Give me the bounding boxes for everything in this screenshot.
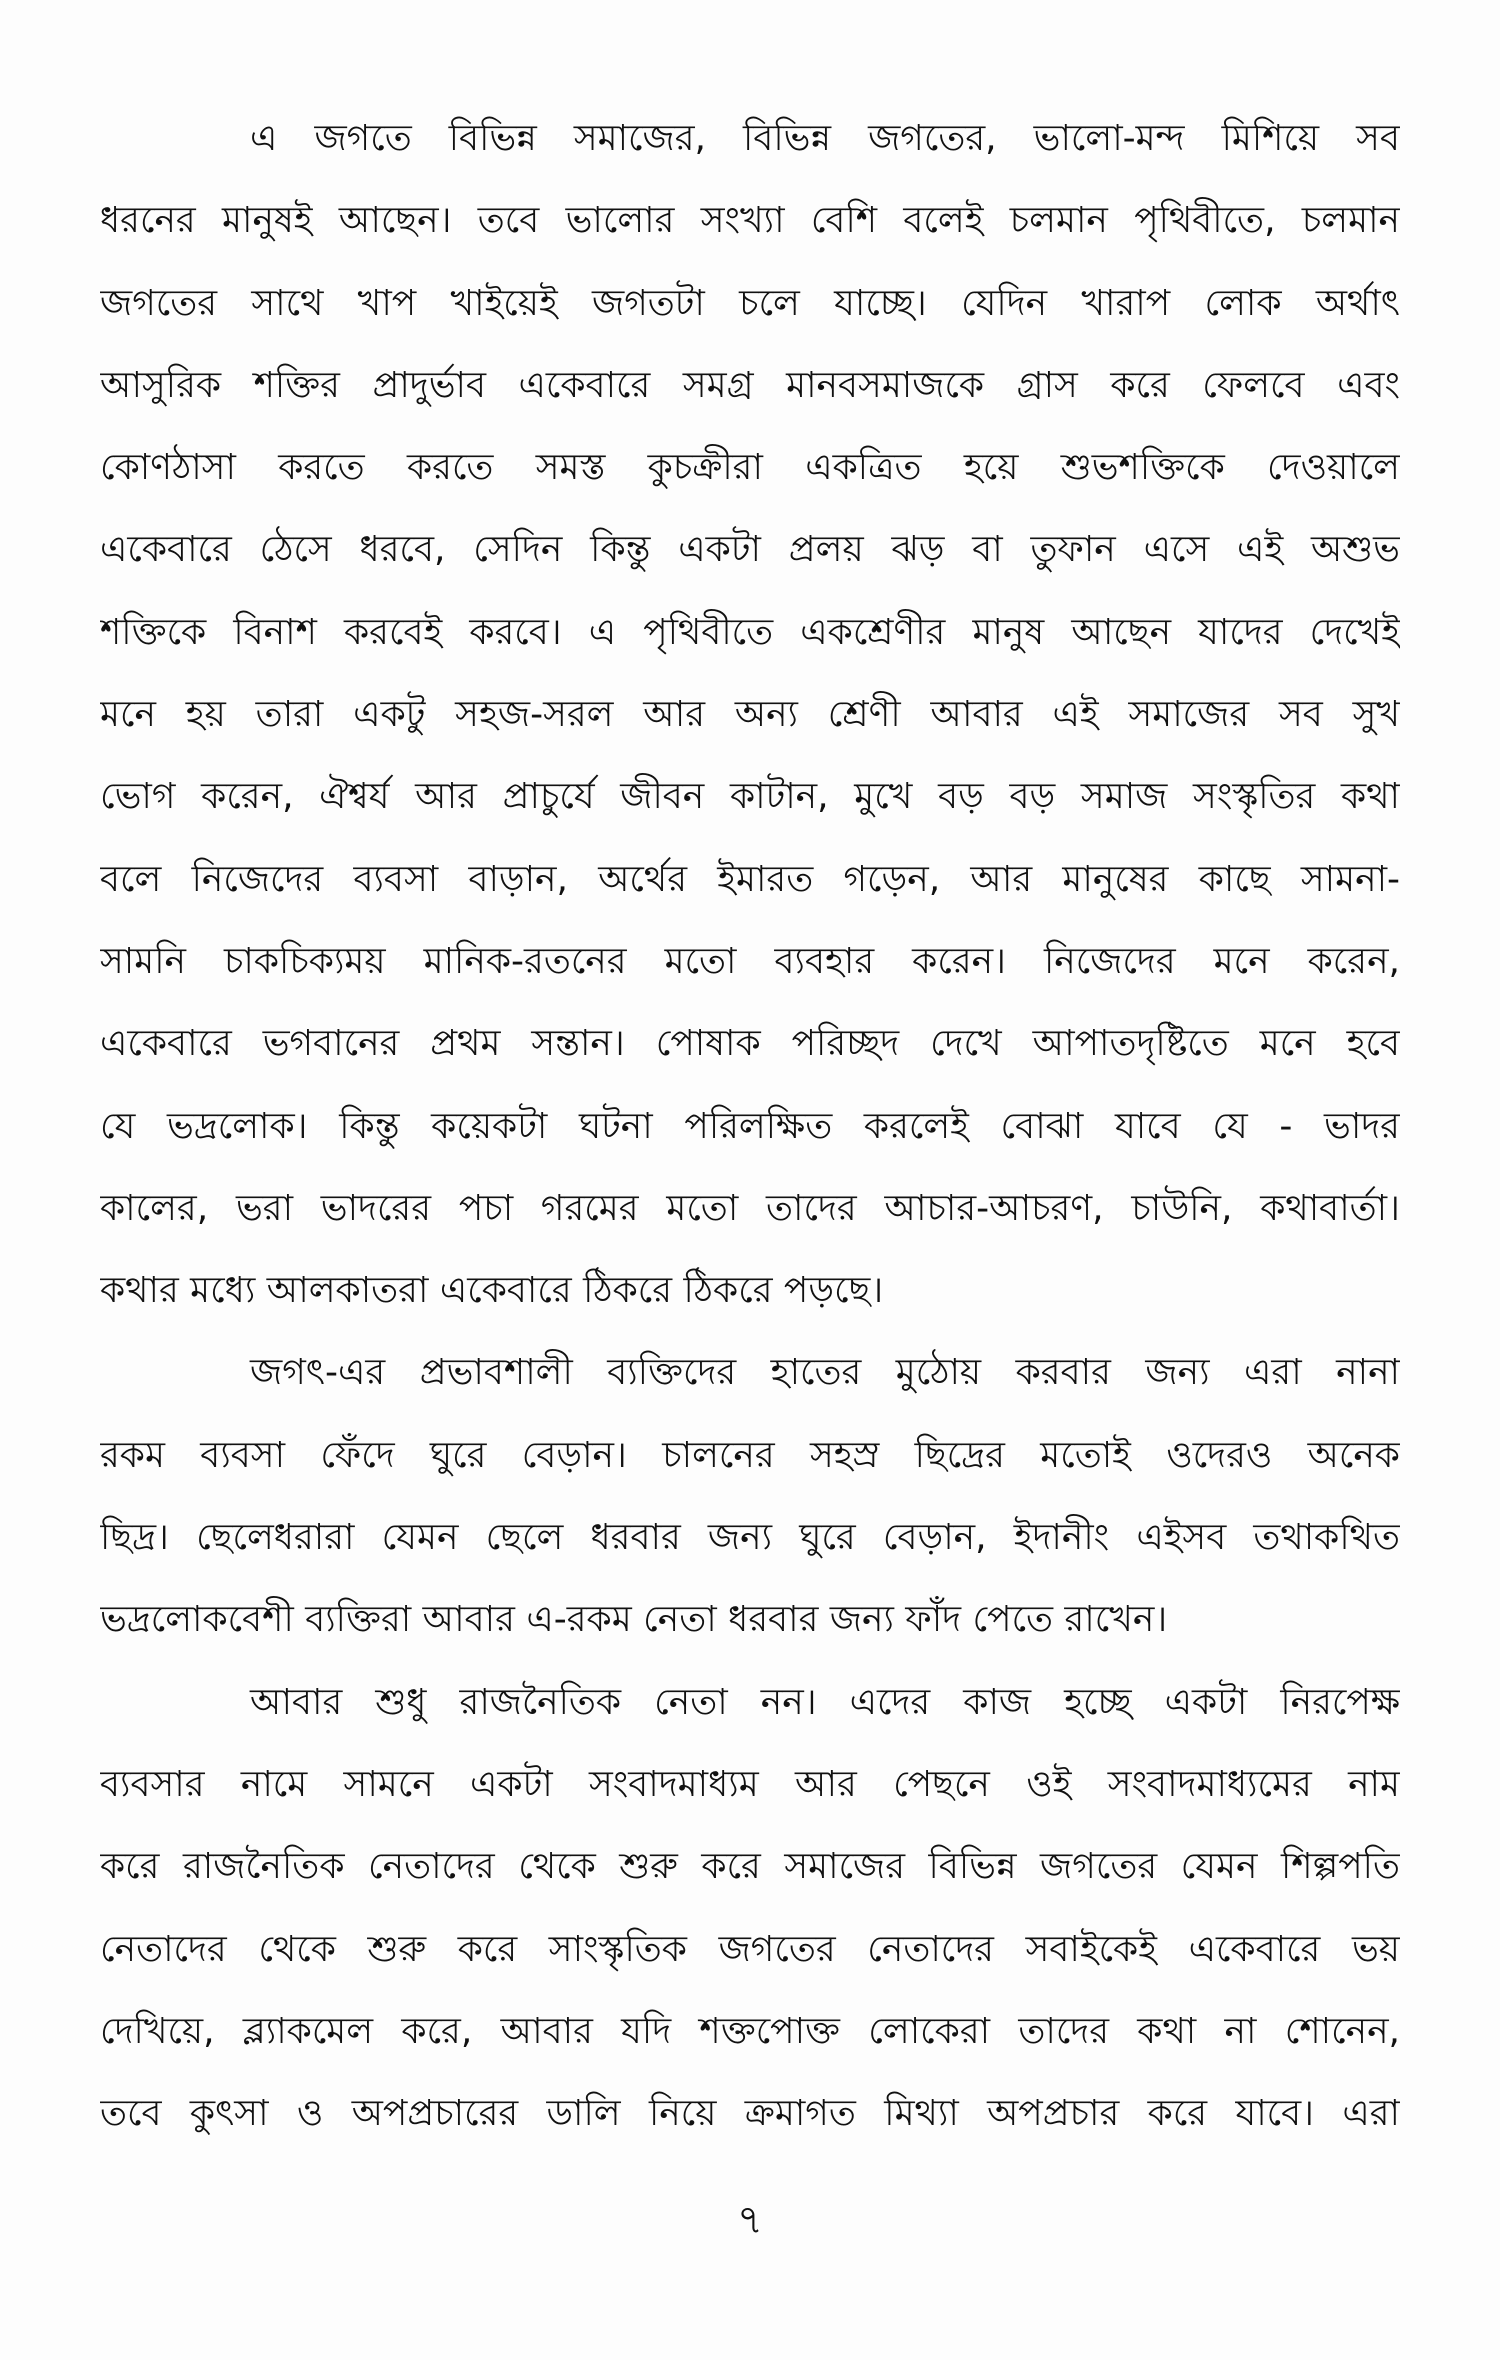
paragraph-1: [100, 98, 1400, 1332]
paragraph-2: [100, 1332, 1400, 1661]
text-line: ধরনের মানুষই আছেন। তবে ভালোর সংখ্যা বেশি বলেই চলমান পৃথিবীতে, চলমান: [100, 200, 1400, 242]
text-line: ভদ্রলোকবেশী ব্যক্তিরা আবার এ-রকম নেতা ধরবার জন্য ফাঁদ পেতে রাখেন।: [100, 1599, 1168, 1641]
text-line: জগৎ-এর প্রভাবশালী ব্যক্তিদের হাতের মুঠোয় করবার জন্য এরা নানা: [250, 1352, 1400, 1394]
text-line: কোণঠাসা করতে করতে সমস্ত কুচক্রীরা একত্রিত হয়ে শুভশক্তিকে দেওয়ালে: [100, 447, 1400, 489]
text-line: রকম ব্যবসা ফেঁদে ঘুরে বেড়ান। চালনের সহস্র ছিদ্রের মতোই ওদেরও অনেক: [100, 1434, 1400, 1476]
text-line: ব্যবসার নামে সামনে একটা সংবাদমাধ্যম আর পেছনে ওই সংবাদমাধ্যমের নাম: [100, 1763, 1400, 1805]
body-text: [100, 98, 1400, 2155]
text-line: আসুরিক শক্তির প্রাদুর্ভাব একেবারে সমগ্র মানবসমাজকে গ্রাস করে ফেলবে এবং: [100, 364, 1400, 406]
text-line: সামনি চাকচিক্যময় মানিক-রতনের মতো ব্যবহার করেন। নিজেদের মনে করেন,: [100, 940, 1400, 982]
text-line: একেবারে ঠেসে ধরবে, সেদিন কিন্তু একটা প্রলয় ঝড় বা তুফান এসে এই অশুভ: [100, 529, 1400, 571]
text-line: এ জগতে বিভিন্ন সমাজের, বিভিন্ন জগতের, ভালো-মন্দ মিশিয়ে সব: [250, 118, 1400, 159]
text-line: ছিদ্র। ছেলেধরারা যেমন ছেলে ধরবার জন্য ঘুরে বেড়ান, ইদানীং এইসব তথাকথিত: [100, 1517, 1400, 1559]
text-line: দেখিয়ে, ব্ল্যাকমেল করে, আবার যদি শক্তপোক্ত লোকেরা তাদের কথা না শোনেন,: [100, 2010, 1400, 2052]
text-line: ভোগ করেন, ঐশ্বর্য আর প্রাচুর্যে জীবন কাটান, মুখে বড় বড় সমাজ সংস্কৃতির কথা: [100, 776, 1400, 818]
text-line: নেতাদের থেকে শুরু করে সাংস্কৃতিক জগতের নেতাদের সবাইকেই একেবারে ভয়: [100, 1928, 1400, 1970]
text-line: আবার শুধু রাজনৈতিক নেতা নন। এদের কাজ হচ্ছে একটা নিরপেক্ষ: [250, 1681, 1400, 1723]
page-number: ৭: [736, 2197, 763, 2243]
text-line: কথার মধ্যে আলকাতরা একেবারে ঠিকরে ঠিকরে পড়ছে।: [100, 1270, 884, 1312]
text-line: তবে কুৎসা ও অপপ্রচারের ডালি নিয়ে ক্রমাগত মিথ্যা অপপ্রচার করে যাবে। এরা: [100, 2093, 1400, 2135]
text-line: জগতের সাথে খাপ খাইয়েই জগতটা চলে যাচ্ছে। যেদিন খারাপ লোক অর্থাৎ: [100, 282, 1400, 324]
text-line: বলে নিজেদের ব্যবসা বাড়ান, অর্থের ইমারত গড়েন, আর মানুষের কাছে সামনা-: [100, 858, 1400, 900]
paragraph-3: [100, 1662, 1400, 2156]
text-line: মনে হয় তারা একটু সহজ-সরল আর অন্য শ্রেণী আবার এই সমাজের সব সুখ: [100, 694, 1400, 736]
text-line: শক্তিকে বিনাশ করবেই করবে। এ পৃথিবীতে একশ্রেণীর মানুষ আছেন যাদের দেখেই: [100, 611, 1400, 653]
text-line: কালের, ভরা ভাদরের পচা গরমের মতো তাদের আচার-আচরণ, চাউনি, কথাবার্তা।: [100, 1187, 1400, 1229]
text-line: যে ভদ্রলোক। কিন্তু কয়েকটা ঘটনা পরিলক্ষিত করলেই বোঝা যাবে যে - ভাদর: [100, 1105, 1400, 1147]
text-line: একেবারে ভগবানের প্রথম সন্তান। পোষাক পরিচ্ছদ দেখে আপাতদৃষ্টিতে মনে হবে: [100, 1023, 1400, 1065]
text-line: করে রাজনৈতিক নেতাদের থেকে শুরু করে সমাজের বিভিন্ন জগতের যেমন শিল্পপতি: [100, 1846, 1400, 1888]
